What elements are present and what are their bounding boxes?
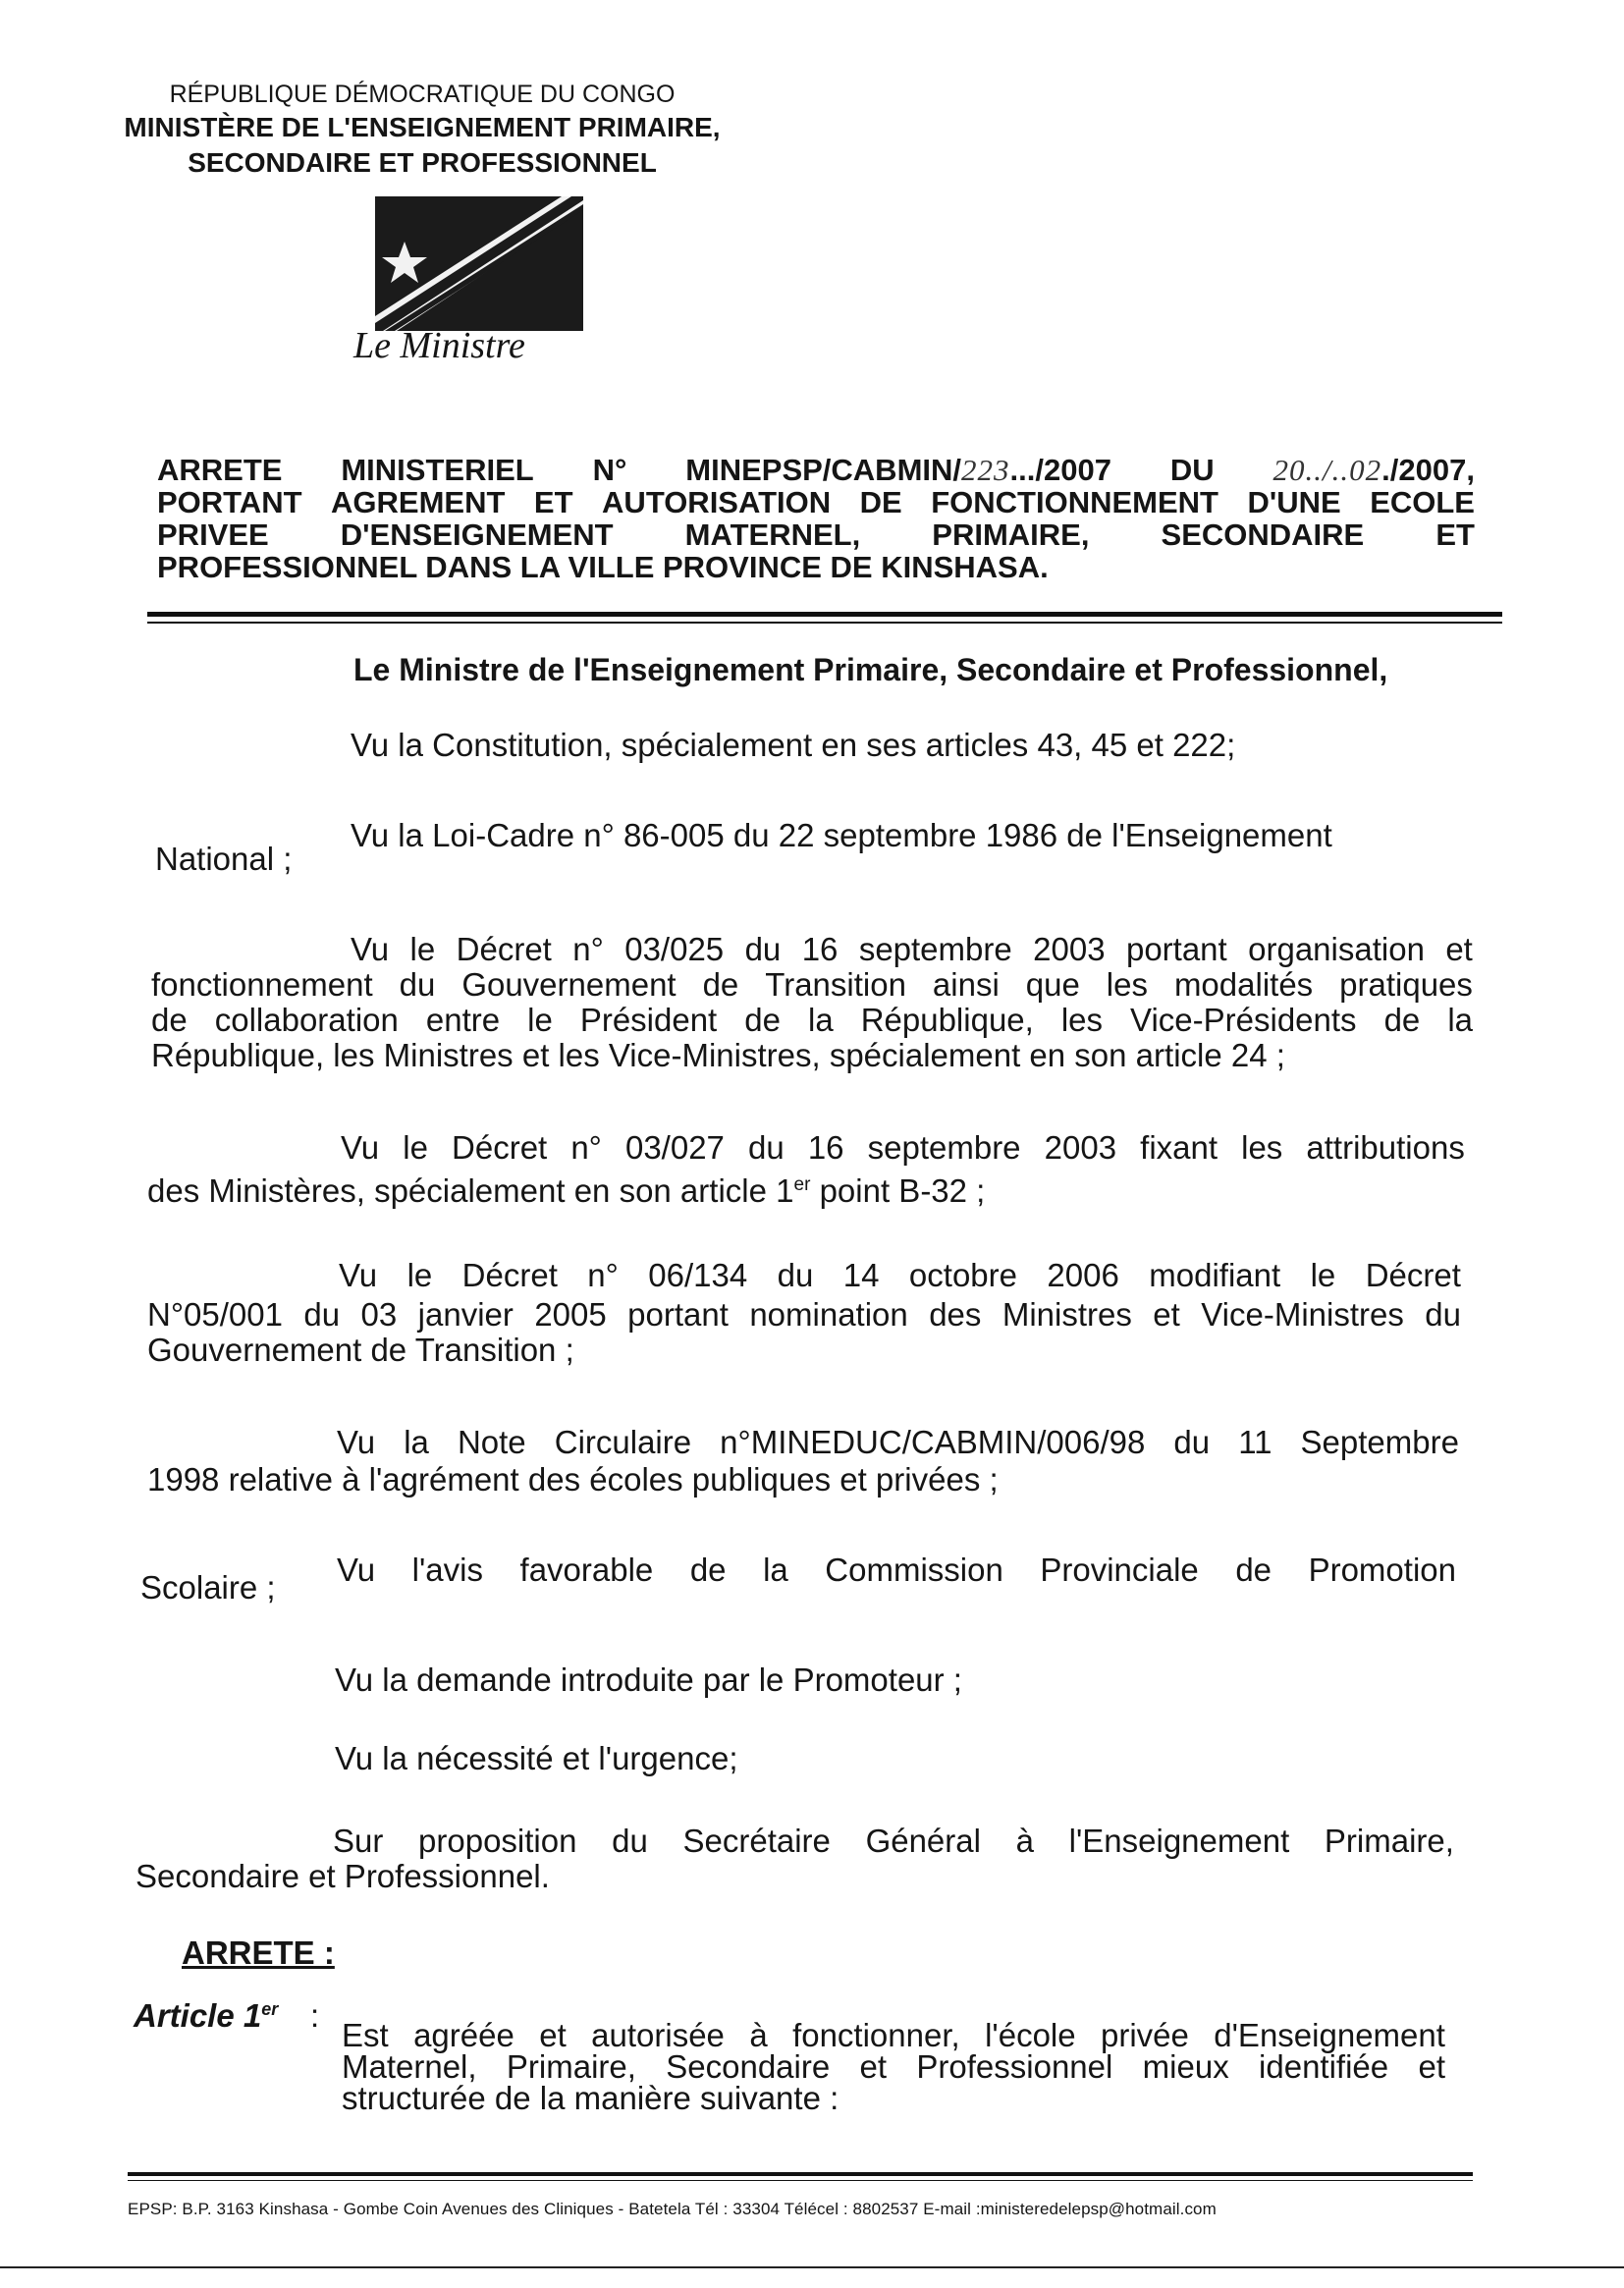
- title-word: N°: [592, 453, 627, 487]
- title-line-4: PROFESSIONNEL DANS LA VILLE PROVINCE DE KINSHASA.: [157, 550, 1049, 584]
- article-1-colon: :: [310, 1997, 320, 2034]
- title-decree-number: MINEPSP/CABMIN/223.../2007: [685, 453, 1111, 487]
- page-bottom-edge: [0, 2266, 1624, 2268]
- vu-decret-025-line4: République, les Ministres et les Vice-Ministres, spécialement en son article 24 ;: [151, 1037, 1285, 1073]
- header-country: RÉPUBLIQUE DÉMOCRATIQUE DU CONGO: [169, 81, 676, 108]
- vu-decret-025-line1: Vu le Décret n° 03/025 du 16 septembre 2003 portant organisation et: [351, 931, 1473, 967]
- vu-note-circulaire-line2: 1998 relative à l'agrément des écoles publiques et privées ;: [147, 1461, 999, 1498]
- title-word: ARRETE: [157, 453, 283, 487]
- arrete-heading: ARRETE :: [182, 1934, 335, 1971]
- vu-decret-025-line2: fonctionnement du Gouvernement de Transition ainsi que les modalités pratiques: [151, 966, 1473, 1003]
- drc-flag-icon: [375, 196, 583, 331]
- title-word: MINISTERIEL: [341, 453, 534, 487]
- vu-decret-134-line1: Vu le Décret n° 06/134 du 14 octobre 2006 modifiant le Décret: [339, 1257, 1461, 1293]
- title-word: DU: [1169, 453, 1215, 487]
- vu-constitution: Vu la Constitution, spécialement en ses articles 43, 45 et 222;: [351, 727, 1236, 763]
- article-1-label: Article 1er: [134, 1997, 279, 2034]
- vu-avis-line2: Scolaire ;: [140, 1569, 276, 1606]
- handwritten-date: 20../..02: [1272, 453, 1382, 487]
- vu-loi-cadre-line1: Vu la Loi-Cadre n° 86-005 du 22 septembre 1986 de l'Enseignement: [351, 817, 1332, 853]
- minister-label: Le Ministre: [353, 325, 525, 366]
- footer-divider-thick: [128, 2172, 1473, 2176]
- title-divider-thick: [147, 612, 1502, 617]
- intro-line: Le Ministre de l'Enseignement Primaire, Secondaire et Professionnel,: [353, 652, 1388, 687]
- vu-decret-027-line2: des Ministères, spécialement en son article 1er point B-32 ;: [147, 1172, 986, 1209]
- header-ministry-line1: MINISTÈRE DE L'ENSEIGNEMENT PRIMAIRE,: [124, 112, 721, 142]
- title-divider-thin: [147, 622, 1502, 624]
- sur-proposition-line2: Secondaire et Professionnel.: [135, 1858, 550, 1894]
- title-line-2: PORTANT AGREMENT ET AUTORISATION DE FONCTIONNEMENT D'UNE ECOLE: [157, 485, 1475, 519]
- vu-decret-025-line3: de collaboration entre le Président de la République, les Vice-Présidents de la: [151, 1002, 1473, 1038]
- sur-proposition-line1: Sur proposition du Secrétaire Général à l'Enseignement Primaire,: [333, 1823, 1454, 1859]
- title-date: 20../..02./2007,: [1272, 453, 1475, 487]
- vu-decret-027-line1: Vu le Décret n° 03/027 du 16 septembre 2003 fixant les attributions: [341, 1129, 1465, 1166]
- article-1-line1: Est agréée et autorisée à fonctionner, l'école privée d'Enseignement: [342, 2017, 1445, 2053]
- vu-decret-134-line3: Gouvernement de Transition ;: [147, 1332, 574, 1368]
- handwritten-number: 223: [961, 453, 1010, 487]
- vu-necessite: Vu la nécessité et l'urgence;: [335, 1740, 738, 1776]
- title-line-1: [157, 454, 1475, 486]
- article-1-line3: structurée de la manière suivante :: [342, 2080, 839, 2116]
- vu-loi-cadre-line2: National ;: [155, 841, 293, 877]
- vu-demande: Vu la demande introduite par le Promoteur ;: [335, 1662, 962, 1698]
- footer-address: EPSP: B.P. 3163 Kinshasa - Gombe Coin Avenues des Cliniques - Batetela Tél : 33304 Télécel : 8802537 E-mail :ministeredelepsp@hotmail.com: [128, 2200, 1217, 2218]
- vu-decret-134-line2: N°05/001 du 03 janvier 2005 portant nomination des Ministres et Vice-Ministres du: [147, 1296, 1461, 1333]
- vu-avis-line1: Vu l'avis favorable de la Commission Provinciale de Promotion: [337, 1552, 1456, 1588]
- article-1-line2: Maternel, Primaire, Secondaire et Professionnel mieux identifiée et: [342, 2048, 1445, 2085]
- header-ministry-line2: SECONDAIRE ET PROFESSIONNEL: [188, 147, 657, 178]
- vu-note-circulaire-line1: Vu la Note Circulaire n°MINEDUC/CABMIN/006/98 du 11 Septembre: [337, 1424, 1459, 1460]
- footer-divider-thin: [128, 2180, 1473, 2181]
- decree-title: [157, 454, 1475, 583]
- title-line-3: PRIVEE D'ENSEIGNEMENT MATERNEL, PRIMAIRE, SECONDAIRE ET: [157, 518, 1475, 552]
